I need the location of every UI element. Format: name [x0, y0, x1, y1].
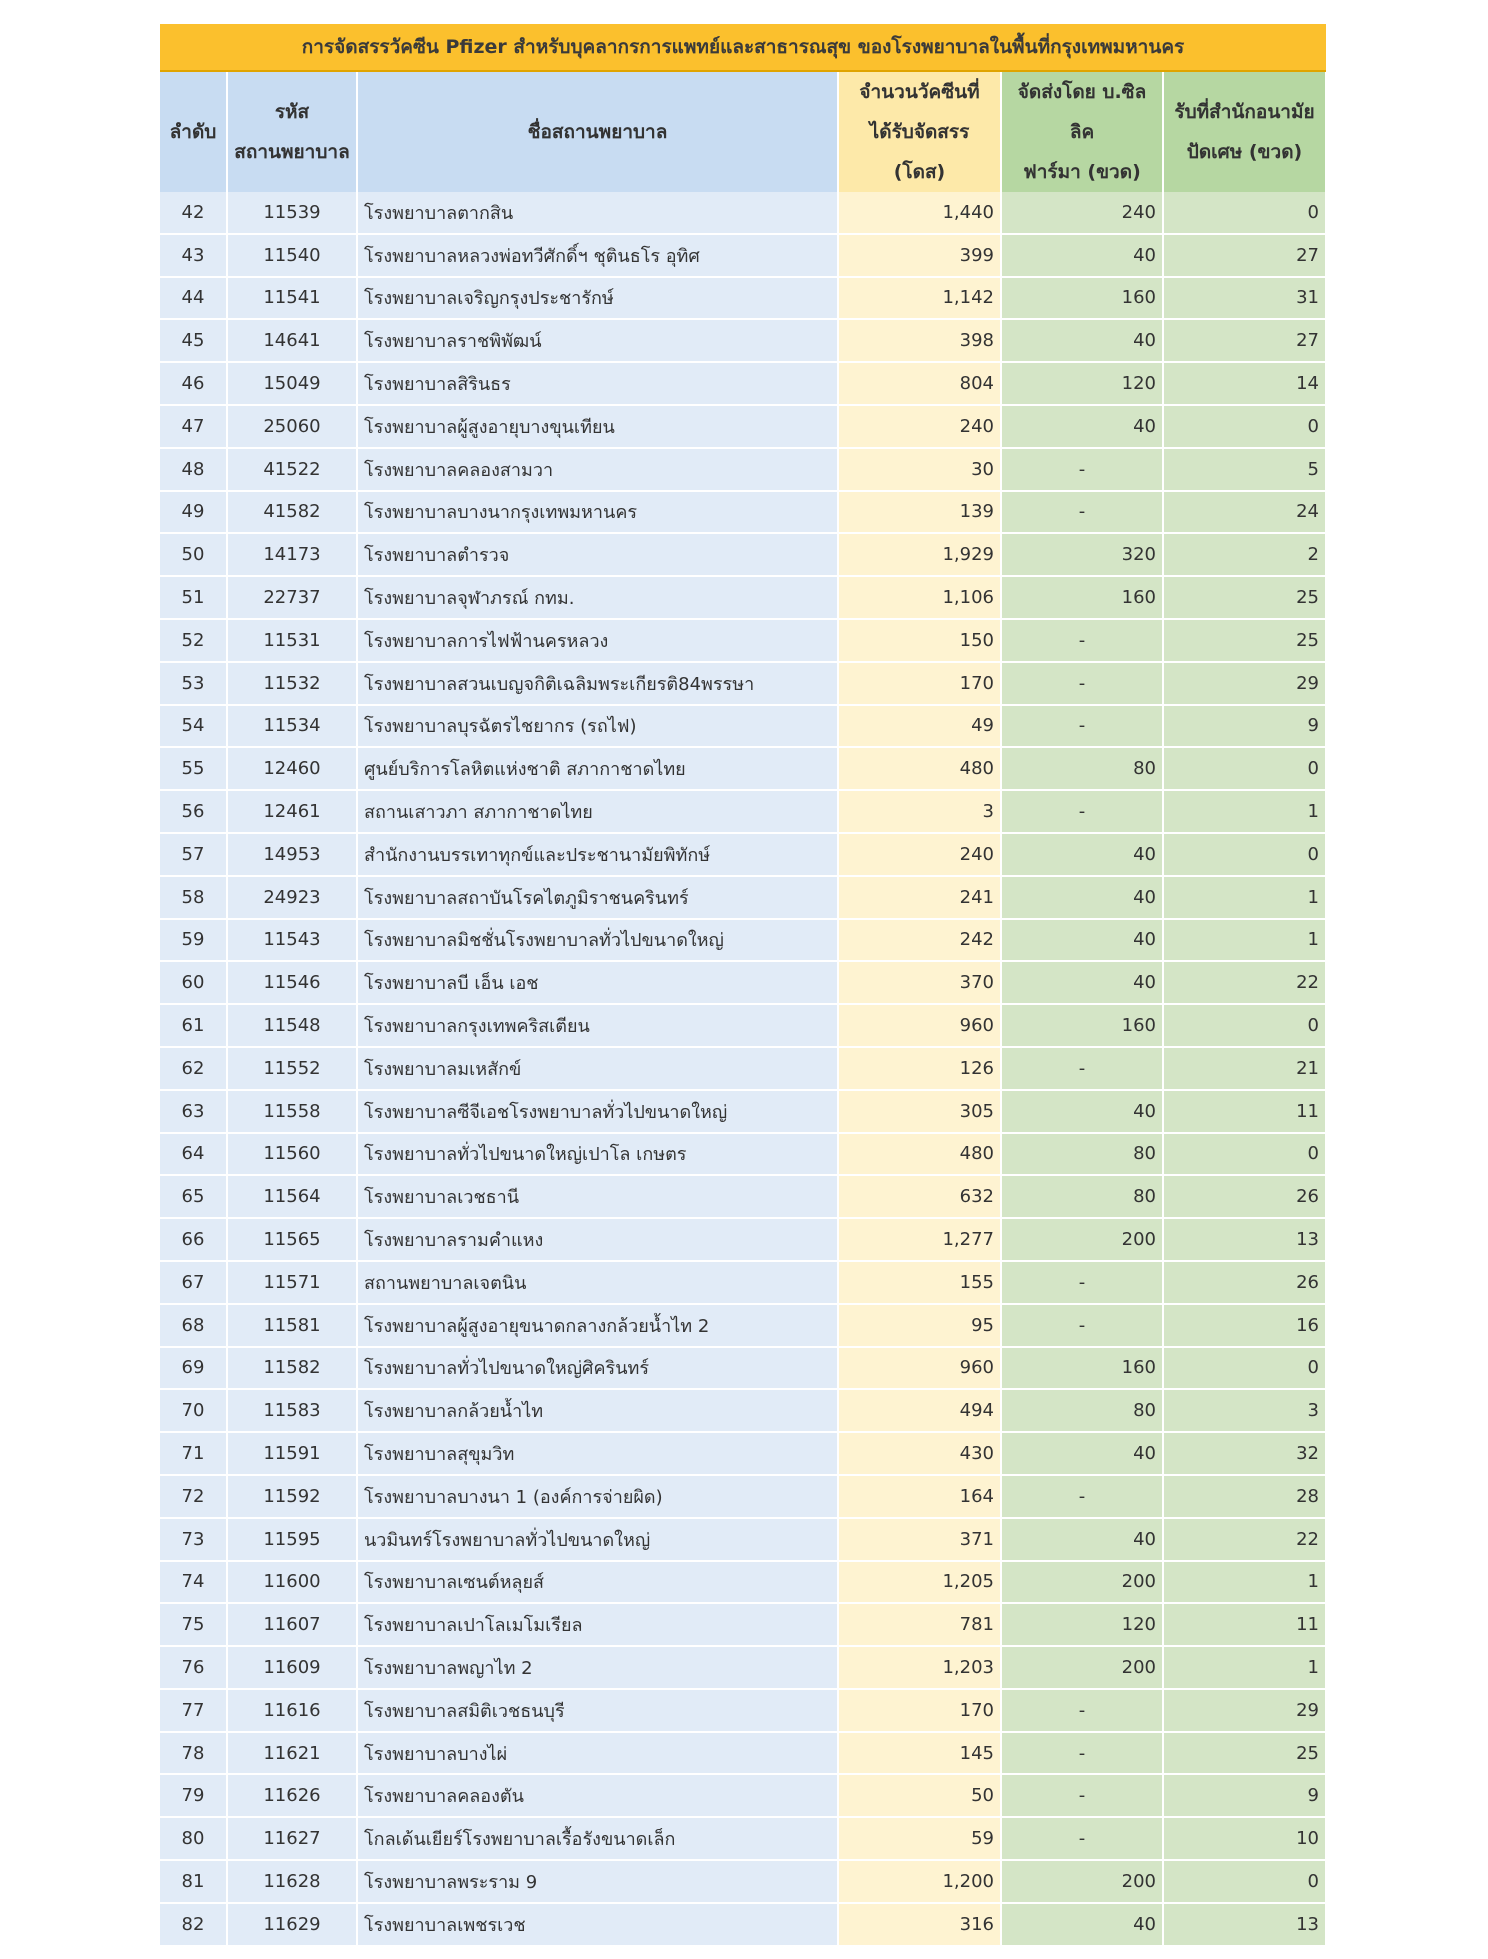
cell-name: โรงพยาบาลเจริญกรุงประชารักษ์ [357, 277, 838, 320]
cell-silic-delivery: - [1001, 1732, 1163, 1775]
cell-allocated: 781 [838, 1603, 1001, 1646]
cell-silic-delivery: 40 [1001, 961, 1163, 1004]
cell-code: 11583 [227, 1389, 357, 1432]
cell-no: 74 [160, 1561, 227, 1604]
cell-allocated: 480 [838, 747, 1001, 790]
table-row [160, 533, 1326, 576]
cell-no: 69 [160, 1347, 227, 1390]
cell-allocated: 1,106 [838, 576, 1001, 619]
cell-remainder: 5 [1163, 448, 1326, 491]
cell-silic-delivery: 40 [1001, 1518, 1163, 1561]
cell-code: 11531 [227, 619, 357, 662]
cell-allocated: 1,203 [838, 1646, 1001, 1689]
cell-remainder: 3 [1163, 1389, 1326, 1432]
cell-name: โรงพยาบาลตำรวจ [357, 533, 838, 576]
header-name: ชื่อสถานพยาบาล [357, 72, 838, 192]
cell-name: โรงพยาบาลสมิติเวชธนบุรี [357, 1689, 838, 1732]
cell-remainder: 32 [1163, 1432, 1326, 1475]
cell-remainder: 9 [1163, 1774, 1326, 1817]
cell-allocated: 1,205 [838, 1561, 1001, 1604]
table-row [160, 234, 1326, 277]
cell-silic-delivery: 80 [1001, 747, 1163, 790]
table-row [160, 876, 1326, 919]
cell-allocated: 1,142 [838, 277, 1001, 320]
header-allocated: จำนวนวัคซีนที่ ได้รับจัดสรร (โดส) [838, 72, 1001, 192]
cell-name: โรงพยาบาลผู้สูงอายุขนาดกลางกล้วยน้ำไท 2 [357, 1304, 838, 1347]
cell-code: 41582 [227, 491, 357, 534]
cell-no: 58 [160, 876, 227, 919]
cell-name: โรงพยาบาลสิรินธร [357, 362, 838, 405]
cell-no: 76 [160, 1646, 227, 1689]
cell-no: 49 [160, 491, 227, 534]
cell-code: 12461 [227, 790, 357, 833]
cell-code: 14173 [227, 533, 357, 576]
table-row [160, 1047, 1326, 1090]
cell-no: 61 [160, 1004, 227, 1047]
cell-no: 59 [160, 919, 227, 962]
table-row [160, 1689, 1326, 1732]
cell-silic-delivery: 40 [1001, 234, 1163, 277]
cell-code: 11607 [227, 1603, 357, 1646]
cell-no: 68 [160, 1304, 227, 1347]
cell-silic-delivery: 120 [1001, 362, 1163, 405]
cell-no: 48 [160, 448, 227, 491]
cell-no: 81 [160, 1860, 227, 1903]
cell-remainder: 26 [1163, 1175, 1326, 1218]
cell-remainder: 0 [1163, 405, 1326, 448]
cell-silic-delivery: - [1001, 1304, 1163, 1347]
cell-no: 78 [160, 1732, 227, 1775]
cell-allocated: 30 [838, 448, 1001, 491]
cell-remainder: 1 [1163, 876, 1326, 919]
cell-no: 67 [160, 1261, 227, 1304]
cell-code: 11540 [227, 234, 357, 277]
table-row [160, 192, 1326, 234]
cell-remainder: 0 [1163, 1004, 1326, 1047]
table-header-row [160, 72, 1326, 192]
cell-name: โรงพยาบาลพญาไท 2 [357, 1646, 838, 1689]
cell-name: โรงพยาบาลทั่วไปขนาดใหญ่ศิครินทร์ [357, 1347, 838, 1390]
cell-silic-delivery: 160 [1001, 576, 1163, 619]
cell-name: โรงพยาบาลบางนากรุงเทพมหานคร [357, 491, 838, 534]
cell-remainder: 27 [1163, 319, 1326, 362]
cell-name: โรงพยาบาลการไฟฟ้านครหลวง [357, 619, 838, 662]
cell-name: โรงพยาบาลผู้สูงอายุบางขุนเทียน [357, 405, 838, 448]
cell-allocated: 1,277 [838, 1218, 1001, 1261]
cell-name: โรงพยาบาลมเหสักข์ [357, 1047, 838, 1090]
cell-name: โรงพยาบาลทั่วไปขนาดใหญ่เปาโล เกษตร [357, 1133, 838, 1176]
cell-remainder: 1 [1163, 1646, 1326, 1689]
cell-no: 43 [160, 234, 227, 277]
cell-remainder: 29 [1163, 662, 1326, 705]
table-row [160, 705, 1326, 748]
cell-name: โรงพยาบาลซีจีเอชโรงพยาบาลทั่วไปขนาดใหญ่ [357, 1090, 838, 1133]
table-row [160, 1389, 1326, 1432]
cell-no: 47 [160, 405, 227, 448]
cell-silic-delivery: 40 [1001, 319, 1163, 362]
cell-silic-delivery: 40 [1001, 1090, 1163, 1133]
allocation-table [160, 72, 1327, 1947]
table-row [160, 919, 1326, 962]
cell-remainder: 9 [1163, 705, 1326, 748]
cell-name: โรงพยาบาลหลวงพ่อทวีศักดิ์ฯ ชุตินธโร อุทิศ [357, 234, 838, 277]
cell-code: 11626 [227, 1774, 357, 1817]
cell-allocated: 240 [838, 405, 1001, 448]
table-row [160, 1133, 1326, 1176]
cell-name: โรงพยาบาลบี เอ็น เอช [357, 961, 838, 1004]
cell-code: 11571 [227, 1261, 357, 1304]
table-row [160, 1774, 1326, 1817]
cell-allocated: 305 [838, 1090, 1001, 1133]
cell-name: โรงพยาบาลรามคำแหง [357, 1218, 838, 1261]
cell-remainder: 0 [1163, 747, 1326, 790]
cell-allocated: 316 [838, 1903, 1001, 1946]
cell-remainder: 1 [1163, 1561, 1326, 1604]
cell-allocated: 59 [838, 1817, 1001, 1860]
cell-name: โรงพยาบาลตากสิน [357, 192, 838, 234]
cell-remainder: 28 [1163, 1475, 1326, 1518]
cell-no: 51 [160, 576, 227, 619]
table-row [160, 1603, 1326, 1646]
cell-code: 11582 [227, 1347, 357, 1390]
cell-no: 45 [160, 319, 227, 362]
cell-code: 11616 [227, 1689, 357, 1732]
cell-name: โรงพยาบาลราชพิพัฒน์ [357, 319, 838, 362]
cell-remainder: 13 [1163, 1218, 1326, 1261]
cell-name: โรงพยาบาลเซนต์หลุยส์ [357, 1561, 838, 1604]
cell-code: 11558 [227, 1090, 357, 1133]
cell-name: โรงพยาบาลกล้วยน้ำไท [357, 1389, 838, 1432]
cell-remainder: 25 [1163, 1732, 1326, 1775]
cell-no: 66 [160, 1218, 227, 1261]
cell-remainder: 14 [1163, 362, 1326, 405]
table-row [160, 576, 1326, 619]
cell-code: 11541 [227, 277, 357, 320]
table-row [160, 1304, 1326, 1347]
cell-silic-delivery: - [1001, 790, 1163, 833]
cell-silic-delivery: - [1001, 491, 1163, 534]
table-row [160, 319, 1326, 362]
cell-remainder: 26 [1163, 1261, 1326, 1304]
cell-silic-delivery: - [1001, 1774, 1163, 1817]
cell-code: 14641 [227, 319, 357, 362]
cell-name: โรงพยาบาลพระราม 9 [357, 1860, 838, 1903]
cell-remainder: 29 [1163, 1689, 1326, 1732]
cell-name: นวมินทร์โรงพยาบาลทั่วไปขนาดใหญ่ [357, 1518, 838, 1561]
cell-silic-delivery: 40 [1001, 1903, 1163, 1946]
cell-allocated: 126 [838, 1047, 1001, 1090]
table-row [160, 961, 1326, 1004]
cell-allocated: 170 [838, 662, 1001, 705]
cell-silic-delivery: - [1001, 1475, 1163, 1518]
table-row [160, 1817, 1326, 1860]
cell-no: 79 [160, 1774, 227, 1817]
cell-code: 11565 [227, 1218, 357, 1261]
cell-name: โรงพยาบาลคลองตัน [357, 1774, 838, 1817]
cell-allocated: 95 [838, 1304, 1001, 1347]
cell-name: โรงพยาบาลมิชชั่นโรงพยาบาลทั่วไปขนาดใหญ่ [357, 919, 838, 962]
cell-remainder: 11 [1163, 1603, 1326, 1646]
cell-name: โรงพยาบาลเวชธานี [357, 1175, 838, 1218]
header-remainder: รับที่สำนักอนามัย ปัดเศษ (ขวด) [1163, 72, 1326, 192]
cell-silic-delivery: 200 [1001, 1860, 1163, 1903]
cell-code: 24923 [227, 876, 357, 919]
table-row [160, 1175, 1326, 1218]
cell-name: โรงพยาบาลบางไผ่ [357, 1732, 838, 1775]
cell-no: 80 [160, 1817, 227, 1860]
cell-no: 56 [160, 790, 227, 833]
cell-allocated: 960 [838, 1004, 1001, 1047]
cell-name: โรงพยาบาลสุขุมวิท [357, 1432, 838, 1475]
cell-allocated: 480 [838, 1133, 1001, 1176]
cell-remainder: 10 [1163, 1817, 1326, 1860]
cell-silic-delivery: 80 [1001, 1389, 1163, 1432]
table-body [160, 192, 1326, 1946]
cell-allocated: 494 [838, 1389, 1001, 1432]
cell-silic-delivery: - [1001, 1047, 1163, 1090]
cell-silic-delivery: - [1001, 1261, 1163, 1304]
cell-no: 71 [160, 1432, 227, 1475]
cell-silic-delivery: 40 [1001, 876, 1163, 919]
cell-allocated: 3 [838, 790, 1001, 833]
cell-name: โรงพยาบาลสถาบันโรคไตภูมิราชนครินทร์ [357, 876, 838, 919]
cell-no: 46 [160, 362, 227, 405]
cell-remainder: 16 [1163, 1304, 1326, 1347]
cell-code: 25060 [227, 405, 357, 448]
cell-code: 12460 [227, 747, 357, 790]
table-row [160, 1432, 1326, 1475]
cell-no: 70 [160, 1389, 227, 1432]
cell-silic-delivery: - [1001, 662, 1163, 705]
cell-allocated: 399 [838, 234, 1001, 277]
table-row [160, 790, 1326, 833]
cell-allocated: 170 [838, 1689, 1001, 1732]
cell-remainder: 0 [1163, 1347, 1326, 1390]
cell-allocated: 241 [838, 876, 1001, 919]
cell-remainder: 11 [1163, 1090, 1326, 1133]
cell-allocated: 50 [838, 1774, 1001, 1817]
table-row [160, 1218, 1326, 1261]
cell-code: 11628 [227, 1860, 357, 1903]
cell-silic-delivery: 200 [1001, 1561, 1163, 1604]
cell-silic-delivery: 200 [1001, 1218, 1163, 1261]
table-row [160, 1518, 1326, 1561]
cell-code: 22737 [227, 576, 357, 619]
table-row [160, 1004, 1326, 1047]
cell-allocated: 139 [838, 491, 1001, 534]
cell-remainder: 27 [1163, 234, 1326, 277]
table-row [160, 277, 1326, 320]
cell-code: 11627 [227, 1817, 357, 1860]
cell-code: 11591 [227, 1432, 357, 1475]
cell-silic-delivery: 160 [1001, 1347, 1163, 1390]
cell-name: ศูนย์บริการโลหิตแห่งชาติ สภากาชาดไทย [357, 747, 838, 790]
cell-no: 54 [160, 705, 227, 748]
cell-name: สำนักงานบรรเทาทุกข์และประชานามัยพิทักษ์ [357, 833, 838, 876]
cell-silic-delivery: - [1001, 448, 1163, 491]
cell-no: 50 [160, 533, 227, 576]
cell-code: 11560 [227, 1133, 357, 1176]
cell-silic-delivery: 200 [1001, 1646, 1163, 1689]
cell-no: 72 [160, 1475, 227, 1518]
cell-silic-delivery: 40 [1001, 919, 1163, 962]
cell-code: 11600 [227, 1561, 357, 1604]
cell-no: 65 [160, 1175, 227, 1218]
cell-code: 11543 [227, 919, 357, 962]
cell-silic-delivery: 80 [1001, 1175, 1163, 1218]
cell-allocated: 804 [838, 362, 1001, 405]
cell-no: 42 [160, 192, 227, 234]
cell-name: โรงพยาบาลกรุงเทพคริสเตียน [357, 1004, 838, 1047]
cell-code: 41522 [227, 448, 357, 491]
cell-silic-delivery: - [1001, 619, 1163, 662]
header-code: รหัส สถานพยาบาล [227, 72, 357, 192]
cell-allocated: 49 [838, 705, 1001, 748]
table-row [160, 491, 1326, 534]
cell-remainder: 25 [1163, 576, 1326, 619]
table-row [160, 662, 1326, 705]
cell-code: 11609 [227, 1646, 357, 1689]
table-row [160, 362, 1326, 405]
table-row [160, 1903, 1326, 1946]
cell-silic-delivery: - [1001, 705, 1163, 748]
cell-silic-delivery: - [1001, 1689, 1163, 1732]
cell-allocated: 155 [838, 1261, 1001, 1304]
cell-allocated: 960 [838, 1347, 1001, 1390]
cell-name: โรงพยาบาลบางนา 1 (องค์การจ่ายผิด) [357, 1475, 838, 1518]
table-row [160, 1860, 1326, 1903]
allocation-sheet [160, 24, 1326, 1947]
table-row [160, 1561, 1326, 1604]
cell-silic-delivery: 40 [1001, 833, 1163, 876]
cell-allocated: 398 [838, 319, 1001, 362]
cell-silic-delivery: 160 [1001, 1004, 1163, 1047]
cell-allocated: 371 [838, 1518, 1001, 1561]
table-row [160, 1347, 1326, 1390]
cell-no: 77 [160, 1689, 227, 1732]
table-row [160, 1090, 1326, 1133]
cell-code: 11539 [227, 192, 357, 234]
cell-remainder: 13 [1163, 1903, 1326, 1946]
cell-code: 11595 [227, 1518, 357, 1561]
cell-allocated: 1,200 [838, 1860, 1001, 1903]
cell-remainder: 31 [1163, 277, 1326, 320]
cell-code: 15049 [227, 362, 357, 405]
table-row [160, 1646, 1326, 1689]
cell-name: โกลเด้นเยียร์โรงพยาบาลเรื้อรังขนาดเล็ก [357, 1817, 838, 1860]
cell-no: 44 [160, 277, 227, 320]
cell-silic-delivery: - [1001, 1817, 1163, 1860]
cell-code: 11532 [227, 662, 357, 705]
cell-no: 52 [160, 619, 227, 662]
cell-remainder: 24 [1163, 491, 1326, 534]
cell-no: 64 [160, 1133, 227, 1176]
cell-code: 11552 [227, 1047, 357, 1090]
cell-no: 57 [160, 833, 227, 876]
cell-no: 62 [160, 1047, 227, 1090]
cell-allocated: 150 [838, 619, 1001, 662]
cell-silic-delivery: 80 [1001, 1133, 1163, 1176]
table-row [160, 833, 1326, 876]
cell-allocated: 430 [838, 1432, 1001, 1475]
cell-remainder: 2 [1163, 533, 1326, 576]
cell-no: 55 [160, 747, 227, 790]
sheet-title: การจัดสรรวัคซีน Pfizer สำหรับบุคลากรการแพทย์และสาธารณสุข ของโรงพยาบาลในพื้นที่กรุงเทพมหานคร [160, 24, 1326, 72]
table-row [160, 448, 1326, 491]
cell-code: 11548 [227, 1004, 357, 1047]
cell-code: 11581 [227, 1304, 357, 1347]
cell-remainder: 22 [1163, 961, 1326, 1004]
cell-no: 63 [160, 1090, 227, 1133]
cell-code: 11592 [227, 1475, 357, 1518]
cell-name: โรงพยาบาลคลองสามวา [357, 448, 838, 491]
cell-code: 14953 [227, 833, 357, 876]
cell-remainder: 22 [1163, 1518, 1326, 1561]
cell-remainder: 0 [1163, 833, 1326, 876]
header-no: ลำดับ [160, 72, 227, 192]
cell-silic-delivery: 320 [1001, 533, 1163, 576]
cell-name: โรงพยาบาลบุรฉัตรไชยากร (รถไฟ) [357, 705, 838, 748]
cell-remainder: 0 [1163, 1133, 1326, 1176]
cell-silic-delivery: 240 [1001, 192, 1163, 234]
cell-name: สถานพยาบาลเจตนิน [357, 1261, 838, 1304]
cell-code: 11546 [227, 961, 357, 1004]
cell-name: โรงพยาบาลจุฬาภรณ์ กทม. [357, 576, 838, 619]
cell-name: โรงพยาบาลเปาโลเมโมเรียล [357, 1603, 838, 1646]
cell-no: 53 [160, 662, 227, 705]
cell-no: 75 [160, 1603, 227, 1646]
cell-remainder: 25 [1163, 619, 1326, 662]
cell-remainder: 21 [1163, 1047, 1326, 1090]
cell-code: 11629 [227, 1903, 357, 1946]
cell-allocated: 145 [838, 1732, 1001, 1775]
cell-allocated: 370 [838, 961, 1001, 1004]
cell-silic-delivery: 40 [1001, 1432, 1163, 1475]
cell-silic-delivery: 160 [1001, 277, 1163, 320]
cell-remainder: 1 [1163, 790, 1326, 833]
cell-name: โรงพยาบาลเพชรเวช [357, 1903, 838, 1946]
table-row [160, 1475, 1326, 1518]
cell-name: โรงพยาบาลสวนเบญจกิติเฉลิมพระเกียรติ84พรรษา [357, 662, 838, 705]
cell-silic-delivery: 40 [1001, 405, 1163, 448]
cell-no: 73 [160, 1518, 227, 1561]
table-row [160, 747, 1326, 790]
header-silic-delivery: จัดส่งโดย บ.ซิลลิค ฟาร์มา (ขวด) [1001, 72, 1163, 192]
cell-allocated: 1,929 [838, 533, 1001, 576]
cell-allocated: 164 [838, 1475, 1001, 1518]
cell-remainder: 1 [1163, 919, 1326, 962]
cell-allocated: 242 [838, 919, 1001, 962]
table-row [160, 619, 1326, 662]
cell-remainder: 0 [1163, 192, 1326, 234]
table-row [160, 1732, 1326, 1775]
cell-no: 60 [160, 961, 227, 1004]
cell-allocated: 632 [838, 1175, 1001, 1218]
cell-code: 11564 [227, 1175, 357, 1218]
table-row [160, 405, 1326, 448]
cell-code: 11621 [227, 1732, 357, 1775]
cell-silic-delivery: 120 [1001, 1603, 1163, 1646]
cell-code: 11534 [227, 705, 357, 748]
cell-allocated: 240 [838, 833, 1001, 876]
table-row [160, 1261, 1326, 1304]
cell-allocated: 1,440 [838, 192, 1001, 234]
cell-no: 82 [160, 1903, 227, 1946]
cell-name: สถานเสาวภา สภากาชาดไทย [357, 790, 838, 833]
cell-remainder: 0 [1163, 1860, 1326, 1903]
